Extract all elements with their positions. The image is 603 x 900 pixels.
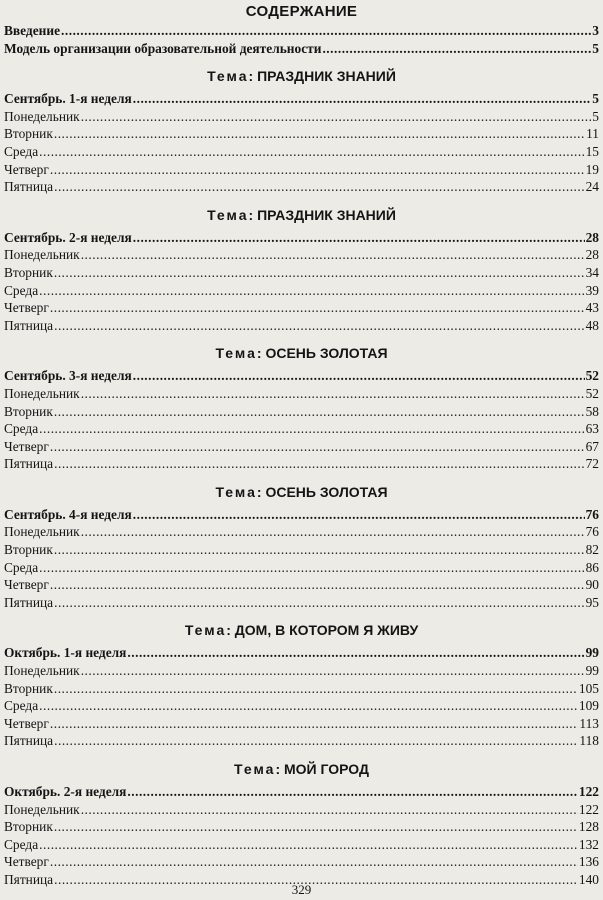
dot-leader [54, 818, 578, 836]
entry-page: 90 [585, 577, 599, 593]
toc-entry-model [4, 40, 599, 58]
toc-entry-week [4, 644, 599, 662]
theme-title: ОСЕНЬ ЗОЛОТАЯ [265, 483, 388, 500]
theme-colon: : [275, 761, 284, 777]
entry-page: 15 [585, 143, 599, 159]
toc-entry-day [4, 108, 599, 126]
dot-leader [39, 559, 584, 577]
dot-leader [81, 801, 578, 819]
toc-entry-day [4, 715, 599, 733]
dot-leader [322, 40, 591, 58]
entry-page: 72 [585, 456, 599, 472]
entry-label: Четверг [4, 438, 49, 454]
entry-page: 43 [585, 300, 599, 316]
dot-leader [50, 161, 585, 179]
entry-page: 99 [585, 663, 599, 679]
toc-entry-day [4, 143, 599, 161]
entry-page: 86 [585, 559, 599, 575]
dot-leader [81, 385, 585, 403]
entry-label: Среда [4, 698, 39, 714]
entry-label: Пятница [4, 594, 54, 610]
entry-label: Четверг [4, 577, 49, 593]
theme-title: ДОМ, В КОТОРОМ Я ЖИВУ [234, 622, 419, 639]
entry-label: Сентябрь. 4-я неделя [4, 506, 132, 522]
dot-leader [39, 420, 584, 438]
theme-colon: : [226, 622, 235, 639]
dot-leader [54, 403, 585, 421]
entry-label: Сентябрь. 1-я неделя [4, 91, 132, 107]
entry-label: Введение [4, 23, 61, 38]
entry-page: 122 [578, 801, 599, 817]
theme-heading [4, 57, 599, 90]
entry-page: 24 [585, 179, 599, 195]
entry-page: 5 [592, 91, 599, 107]
toc-entry-day [4, 732, 599, 750]
entry-label: Модель организации образовательной деятельности [4, 40, 322, 56]
toc-entry-week [4, 783, 599, 801]
toc-entry-day [4, 178, 599, 196]
entry-page: 34 [585, 264, 599, 280]
dot-leader [39, 697, 578, 715]
entry-label: Четверг [4, 161, 49, 177]
theme-word: Тема [184, 622, 227, 639]
dot-leader [54, 125, 585, 143]
dot-leader [54, 455, 584, 473]
dot-leader [81, 662, 585, 680]
toc-entry-week [4, 367, 599, 385]
theme-title: ОСЕНЬ ЗОЛОТАЯ [265, 345, 388, 362]
toc-section [4, 334, 599, 473]
entry-label: Октябрь. 2-я неделя [4, 784, 127, 799]
entry-label: Вторник [4, 680, 53, 696]
entry-page: 63 [585, 421, 599, 437]
entry-label: Четверг [4, 300, 49, 316]
entry-label: Понедельник [4, 524, 80, 540]
theme-heading [4, 334, 599, 367]
entry-page: 67 [585, 438, 599, 454]
entry-label: Среда [4, 282, 39, 298]
dot-leader [133, 367, 585, 385]
theme-heading [4, 611, 599, 644]
intro-entries [4, 22, 599, 57]
toc-entry-day [4, 125, 599, 143]
theme-colon: : [256, 345, 266, 362]
toc-entry-day [4, 662, 599, 680]
theme-colon: : [248, 206, 258, 223]
dot-leader [127, 783, 578, 801]
dot-leader [54, 680, 578, 698]
entry-label: Среда [4, 143, 39, 159]
entry-page: 140 [578, 871, 599, 887]
toc-entry-week [4, 229, 599, 247]
entry-label: Четверг [4, 715, 49, 731]
entry-label: Понедельник [4, 385, 80, 401]
toc-entry-day [4, 818, 599, 836]
dot-leader [54, 317, 584, 335]
entry-page: 122 [578, 784, 599, 799]
toc-entry-day [4, 523, 599, 541]
entry-page: 52 [585, 368, 599, 384]
entry-page: 128 [578, 819, 599, 835]
toc-entry-day [4, 853, 599, 871]
dot-leader [50, 438, 585, 456]
entry-page: 58 [585, 403, 599, 419]
dot-leader [54, 264, 585, 282]
entry-page: 99 [585, 645, 599, 661]
theme-word: Тема [215, 345, 257, 362]
dot-leader [50, 853, 578, 871]
toc-entry-week [4, 90, 599, 108]
theme-word: Тема [207, 206, 249, 223]
entry-label: Сентябрь. 2-я неделя [4, 229, 132, 245]
dot-leader [81, 523, 585, 541]
entry-page: 48 [585, 317, 599, 333]
toc-section [4, 750, 599, 889]
entry-label: Понедельник [4, 108, 80, 124]
entry-page: 11 [586, 126, 599, 142]
dot-leader [133, 229, 585, 247]
entry-page: 5 [592, 40, 599, 56]
toc-entry-intro [4, 22, 599, 40]
dot-leader [133, 506, 585, 524]
page-title: СОДЕРЖАНИЕ [245, 3, 358, 20]
toc-entry-day [4, 403, 599, 421]
theme-title: МОЙ ГОРОД [284, 761, 369, 777]
dot-leader [50, 576, 585, 594]
entry-page: 76 [585, 524, 599, 540]
toc-section [4, 196, 599, 335]
entry-label: Среда [4, 559, 39, 575]
entry-label: Среда [4, 836, 39, 852]
dot-leader [54, 541, 585, 559]
toc-entry-day [4, 299, 599, 317]
entry-label: Понедельник [4, 801, 80, 817]
toc-entry-day [4, 576, 599, 594]
toc-entry-day [4, 697, 599, 715]
toc-entry-day [4, 385, 599, 403]
entry-label: Среда [4, 421, 39, 437]
dot-leader [61, 22, 591, 40]
entry-label: Пятница [4, 179, 54, 195]
toc-section [4, 473, 599, 612]
entry-page: 28 [585, 247, 599, 263]
entry-page: 136 [578, 854, 599, 870]
entry-label: Понедельник [4, 663, 80, 679]
entry-page: 5 [592, 108, 599, 124]
entry-page: 132 [578, 836, 599, 852]
theme-heading [4, 750, 599, 783]
toc-entry-day [4, 438, 599, 456]
toc-entry-day [4, 455, 599, 473]
entry-label: Вторник [4, 819, 53, 835]
theme-word: Тема [234, 761, 276, 777]
dot-leader [39, 836, 578, 854]
entry-page: 105 [578, 680, 599, 696]
toc-entry-day [4, 594, 599, 612]
entry-label: Пятница [4, 317, 54, 333]
dot-leader [54, 732, 578, 750]
page-number: 329 [291, 882, 312, 897]
theme-heading [4, 196, 599, 229]
entry-page: 109 [578, 698, 599, 714]
entry-label: Понедельник [4, 247, 80, 263]
entry-label: Октябрь. 1-я неделя [4, 645, 127, 661]
toc-sections [4, 57, 599, 888]
entry-label: Сентябрь. 3-я неделя [4, 368, 132, 384]
dot-leader [50, 715, 579, 733]
toc-entry-day [4, 246, 599, 264]
toc-entry-day [4, 801, 599, 819]
dot-leader [54, 178, 584, 196]
toc-entry-day [4, 541, 599, 559]
entry-label: Вторник [4, 542, 53, 558]
theme-title: ПРАЗДНИК ЗНАНИЙ [257, 206, 396, 223]
dot-leader [50, 299, 585, 317]
entry-page: 95 [585, 594, 599, 610]
toc-entry-day [4, 420, 599, 438]
toc-entry-day [4, 282, 599, 300]
entry-label: Вторник [4, 264, 53, 280]
entry-page: 3 [592, 23, 599, 38]
entry-label: Вторник [4, 403, 53, 419]
entry-label: Пятница [4, 733, 54, 749]
toc-entry-day [4, 680, 599, 698]
dot-leader [39, 282, 584, 300]
toc-section [4, 611, 599, 750]
theme-colon: : [248, 68, 258, 85]
theme-word: Тема [207, 68, 249, 85]
dot-leader [39, 143, 584, 161]
toc-entry-day [4, 161, 599, 179]
toc-entry-day [4, 264, 599, 282]
entry-page: 28 [585, 229, 599, 245]
entry-label: Пятница [4, 871, 54, 887]
entry-page: 118 [579, 733, 599, 749]
entry-label: Четверг [4, 854, 49, 870]
theme-heading [4, 473, 599, 506]
entry-page: 39 [585, 282, 599, 298]
entry-page: 76 [585, 506, 599, 522]
toc-entry-day [4, 559, 599, 577]
entry-label: Пятница [4, 456, 54, 472]
dot-leader [133, 90, 592, 108]
toc-section [4, 57, 599, 196]
entry-page: 19 [585, 161, 599, 177]
theme-title: ПРАЗДНИК ЗНАНИЙ [257, 68, 396, 85]
dot-leader [54, 594, 584, 612]
toc-entry-day [4, 317, 599, 335]
toc-entry-week [4, 506, 599, 524]
dot-leader [81, 246, 585, 264]
dot-leader [127, 644, 584, 662]
entry-page: 52 [585, 385, 599, 401]
dot-leader [81, 108, 592, 126]
theme-colon: : [256, 483, 266, 500]
entry-page: 113 [579, 715, 599, 731]
entry-page: 82 [585, 542, 599, 558]
theme-word: Тема [215, 483, 257, 500]
toc-entry-day [4, 836, 599, 854]
entry-label: Вторник [4, 126, 53, 142]
